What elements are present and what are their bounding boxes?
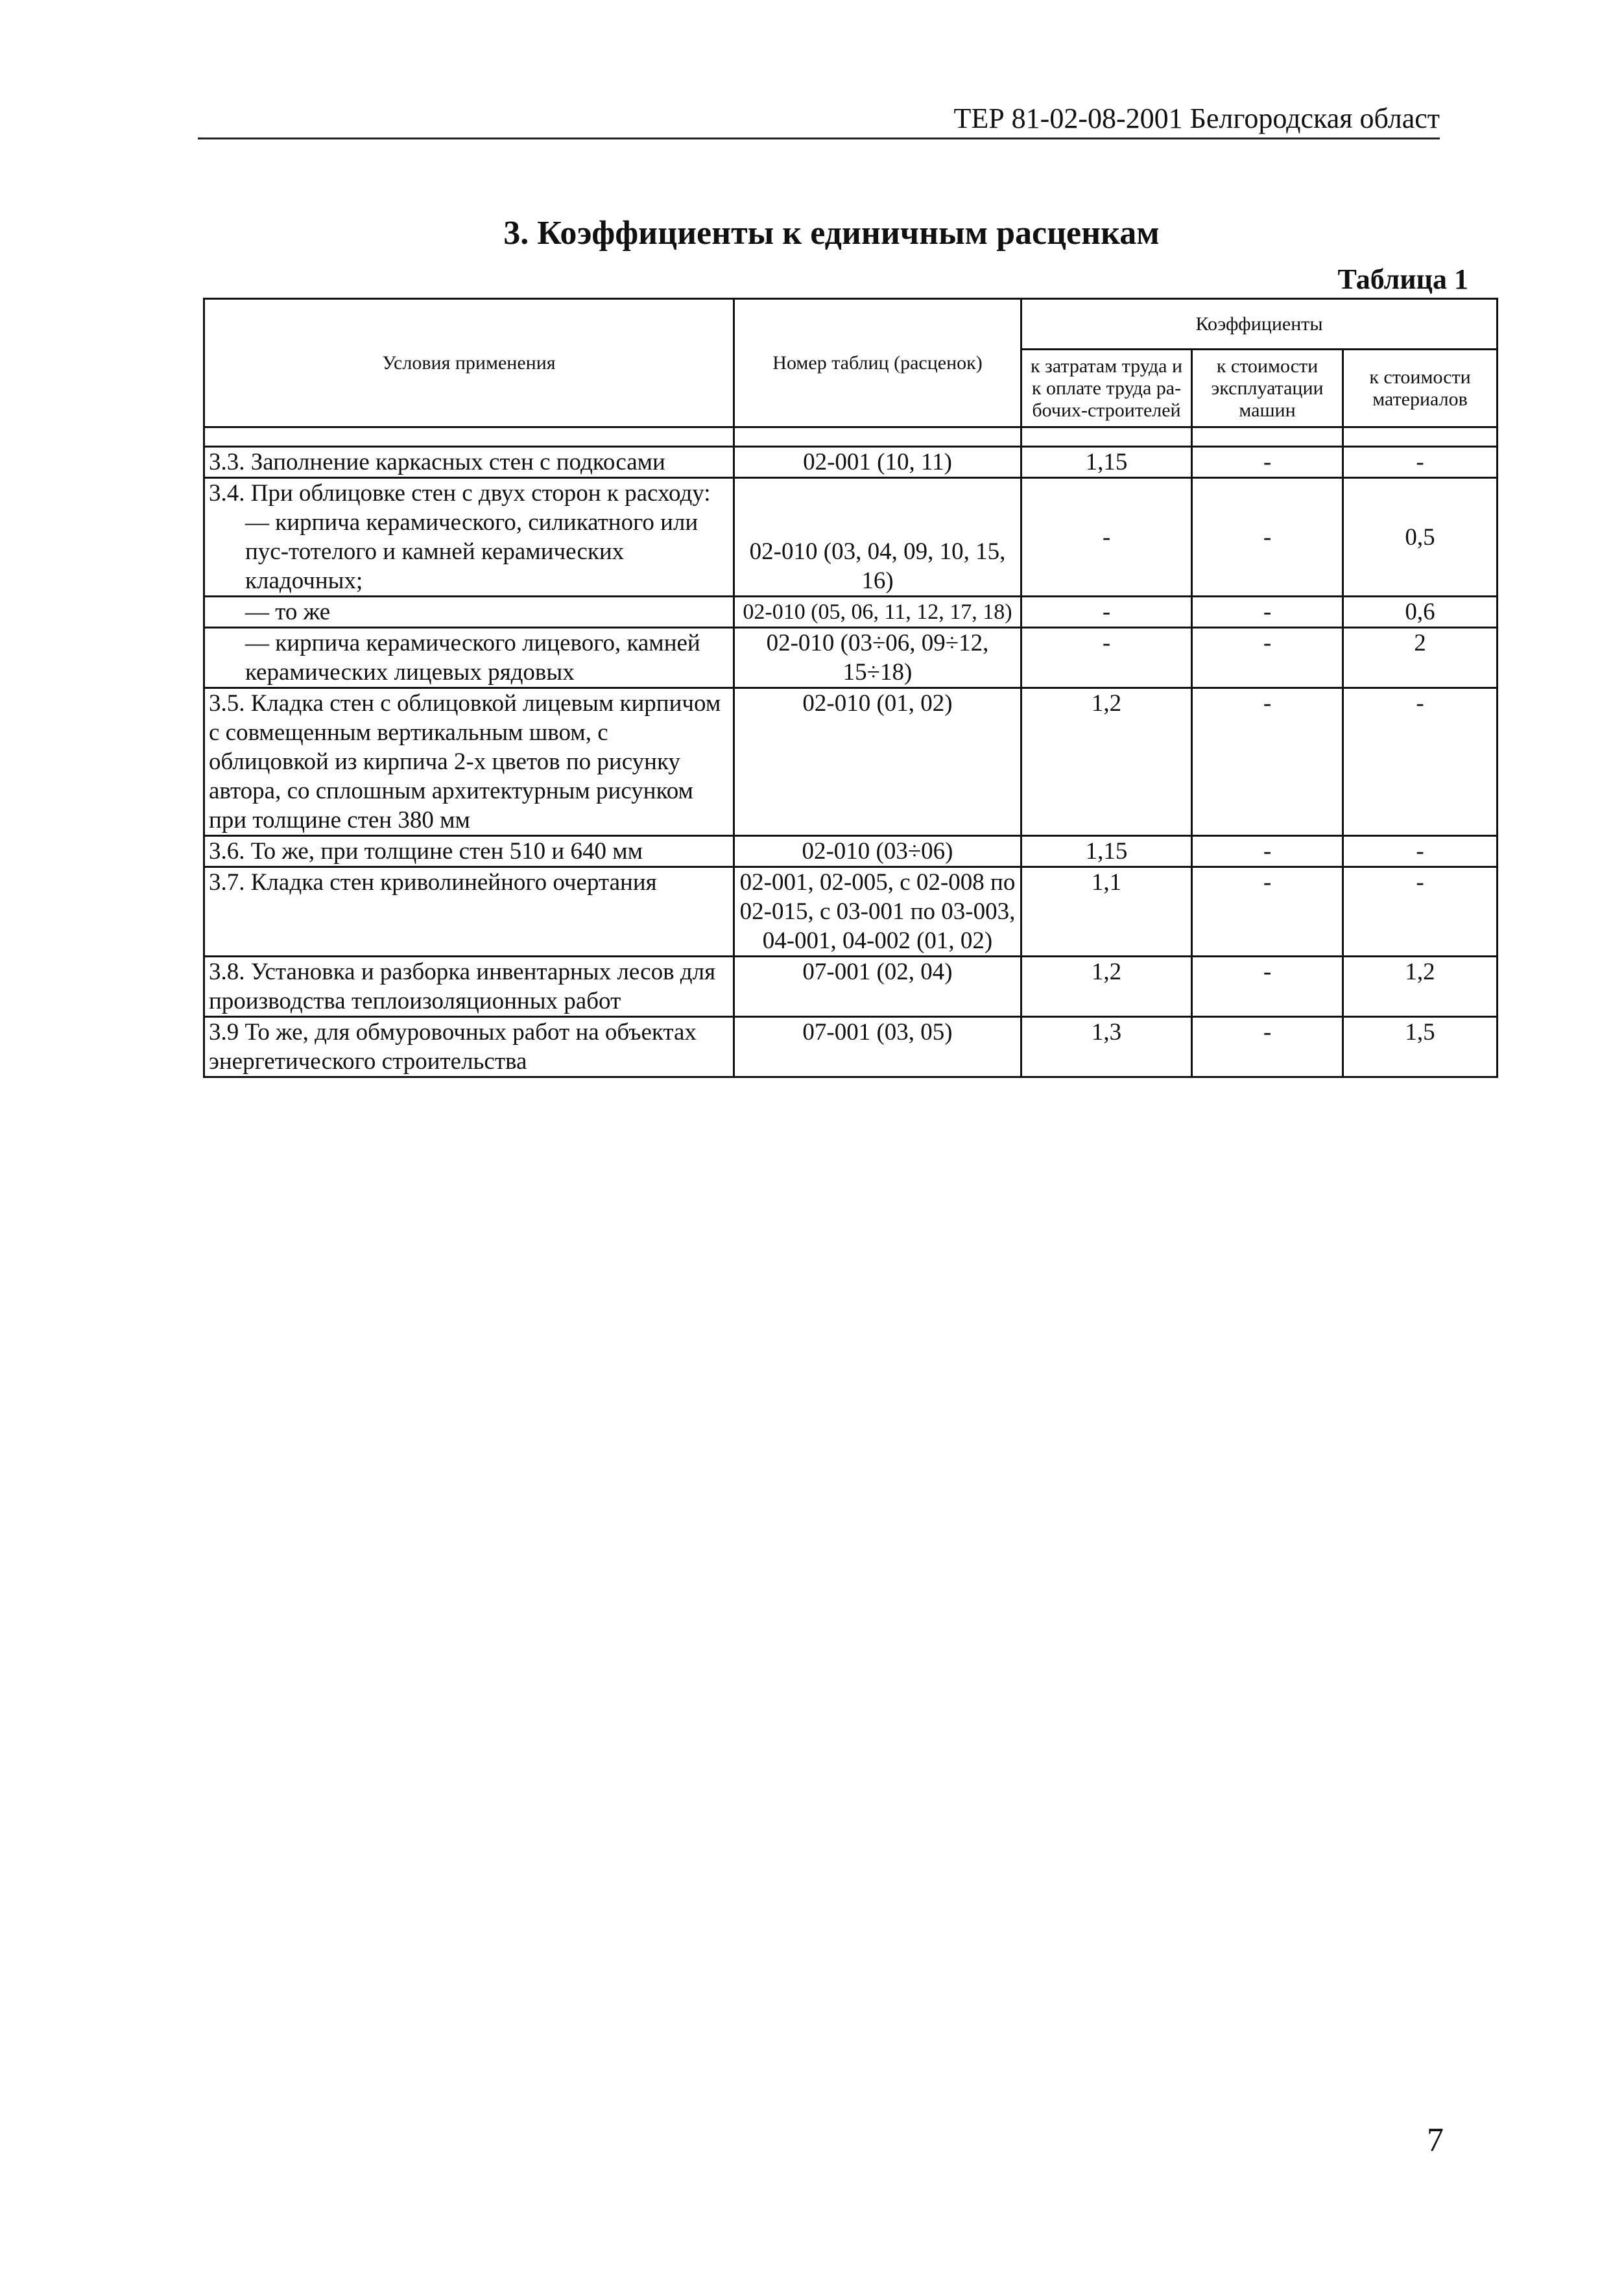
row-condition-sub: — кирпича керамического, силикатного или пус-тотелого и камней керамических кладочных; [245,509,699,594]
row-machines: - [1192,1017,1343,1077]
table-row [204,628,1498,688]
header-materials: к стоимости материалов [1343,350,1498,427]
row-materials: - [1343,447,1498,478]
header-table-numbers: Номер таблиц (расценок) [734,299,1021,427]
row-condition: — то же [245,599,331,625]
row-condition: 3.7. Кладка стен криволинейного очертания [204,867,734,957]
header-conditions: Условия применения [204,299,734,427]
row-condition: 3.5. Кладка стен с облицовкой лицевым кирпичом с совмещенным вертикальным швом, с облицовкой из кирпича 2-х цветов по рисунку автора, со сплошным архитектурным рисунком при толщине стен 380 мм [204,688,734,836]
row-table-number: 02-010 (05, 06, 11, 12, 17, 18) [734,597,1021,628]
row-condition: 3.8. Установка и разборка инвентарных лесов для производства теплоизоляционных работ [204,957,734,1017]
row-labor: - [1021,478,1192,597]
table-row [204,836,1498,867]
row-labor: 1,15 [1021,836,1192,867]
row-table-number: 02-001 (10, 11) [734,447,1021,478]
table-row [204,688,1498,836]
row-labor: - [1021,628,1192,688]
table-row [204,447,1498,478]
row-machines: - [1192,957,1343,1017]
row-table-number: 07-001 (02, 04) [734,957,1021,1017]
row-materials: 0,6 [1343,597,1498,628]
table-row [204,597,1498,628]
row-machines: - [1192,688,1343,836]
row-machines: - [1192,447,1343,478]
row-condition: 3.6. То же, при толщине стен 510 и 640 мм [204,836,734,867]
row-machines: - [1192,478,1343,597]
table-row [204,1017,1498,1077]
row-machines: - [1192,867,1343,957]
row-machines: - [1192,628,1343,688]
table-row [204,867,1498,957]
row-materials: - [1343,688,1498,836]
row-table-number: 02-010 (01, 02) [734,688,1021,836]
row-labor: 1,2 [1021,957,1192,1017]
row-condition: — кирпича керамического лицевого, камней керамических лицевых рядовых [245,630,700,686]
header-machines: к стоимости эксплуатации машин [1192,350,1343,427]
table-label: Таблица 1 [1337,263,1468,295]
row-condition: 3.9 То же, для обмуровочных работ на объектах энергетического строительства [204,1017,734,1077]
row-materials: 1,5 [1343,1017,1498,1077]
row-materials: 1,2 [1343,957,1498,1017]
row-condition: 3.3. Заполнение каркасных стен с подкосами [204,447,734,478]
section-title: 3. Коэффициенты к единичным расценкам [503,215,1160,252]
row-labor: 1,15 [1021,447,1192,478]
row-table-number: 07-001 (03, 05) [734,1017,1021,1077]
row-materials: 0,5 [1343,478,1498,597]
row-materials: - [1343,836,1498,867]
row-materials: 2 [1343,628,1498,688]
header-coefficients: Коэффициенты [1021,299,1498,350]
row-condition: 3.4. При облицовке стен с двух сторон к расходу: [209,480,711,507]
row-labor: 1,1 [1021,867,1192,957]
header-labor: к затратам труда и к оплате труда ра-бочих-строителей [1021,350,1192,427]
page-number: 7 [1427,2122,1444,2159]
row-machines: - [1192,597,1343,628]
row-labor: - [1021,597,1192,628]
document-code: ТЕР 81-02-08-2001 Белгородская област [953,102,1440,134]
header-spacer-row [204,427,1498,447]
row-labor: 1,3 [1021,1017,1192,1077]
row-table-number: 02-010 (03÷06, 09÷12, 15÷18) [734,628,1021,688]
row-table-number: 02-010 (03, 04, 09, 10, 15, 16) [734,478,1021,597]
table-row [204,478,1498,597]
header-rule [198,138,1440,139]
row-table-number: 02-001, 02-005, с 02-008 по 02-015, с 03-001 по 03-003, 04-001, 04-002 (01, 02) [734,867,1021,957]
row-machines: - [1192,836,1343,867]
coefficients-table [203,298,1498,1078]
table-row [204,957,1498,1017]
row-labor: 1,2 [1021,688,1192,836]
row-table-number: 02-010 (03÷06) [734,836,1021,867]
row-materials: - [1343,867,1498,957]
